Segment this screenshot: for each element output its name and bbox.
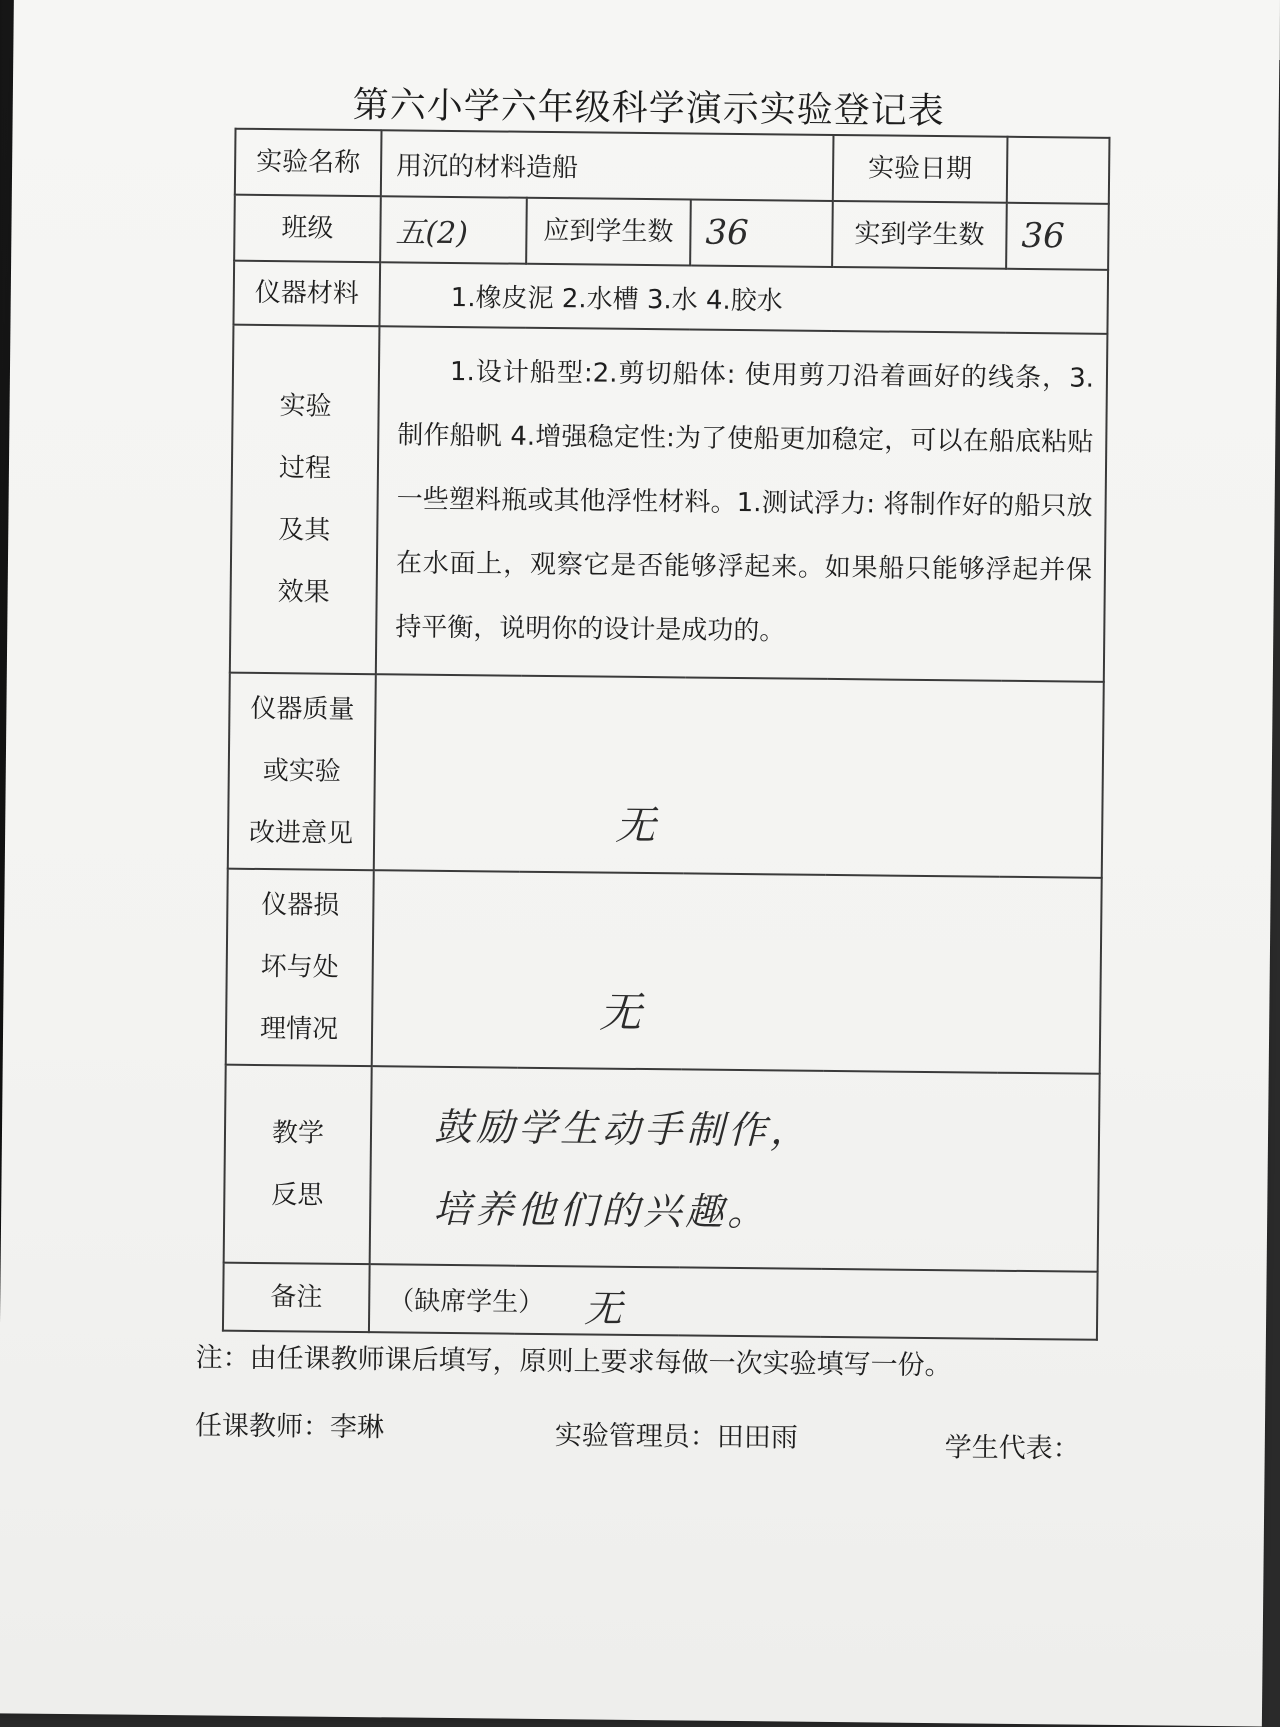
process-label-line: 过程: [278, 453, 332, 484]
remarks-label: 备注: [223, 1263, 370, 1333]
row-process: [230, 325, 1108, 682]
reflection-label: [224, 1065, 372, 1265]
admin-signature: 实验管理员：田田雨: [554, 1420, 799, 1454]
process-label-line: 效果: [277, 577, 330, 608]
class-value[interactable]: 五(2): [380, 196, 527, 264]
reflection-line-1: 鼓励学生动手制作，: [433, 1104, 813, 1153]
row-remarks: [223, 1263, 1098, 1340]
process-label: [230, 325, 380, 675]
damage-label-line: 仪器损: [261, 890, 340, 921]
process-label-line: 实验: [279, 391, 332, 422]
quality-label: [228, 673, 376, 871]
class-label: 班级: [234, 195, 381, 263]
reflection-label-line: 教学: [271, 1118, 325, 1149]
process-text[interactable]: 1.设计船型:2.剪切船体: 使用剪刀沿着画好的线条，3.制作船帆 4.增强稳定性:为了使船更加稳定，可以在船底粘贴一些塑料瓶或其他浮性材料。1.测试浮力: 将制作好的船只放在水面上，观察它是否能够浮起来。如果船只能够浮起并保持平衡，说明你的设计是成功的。: [376, 326, 1108, 682]
footnote: 注：由任课教师课后填写，原则上要求每做一次实验填写一份。: [195, 1342, 952, 1382]
row-quality: [228, 673, 1104, 878]
expected-students-value[interactable]: 36: [690, 199, 833, 266]
experiment-name-label: 实验名称: [235, 129, 382, 197]
record-table: [222, 128, 1111, 1341]
quality-value: 无: [615, 802, 656, 850]
materials-label: 仪器材料: [233, 261, 380, 327]
process-label-line: 及其: [278, 515, 331, 546]
materials-value[interactable]: 1.橡皮泥 2.水槽 3.水 4.胶水: [379, 262, 1108, 334]
damage-label-line: 理情况: [259, 1014, 339, 1045]
remarks-value: 无: [583, 1286, 623, 1331]
experiment-date-value[interactable]: [1007, 137, 1110, 204]
experiment-name-value[interactable]: 用沉的材料造船: [381, 130, 834, 201]
damage-label-line: 坏与处: [260, 952, 339, 983]
row-name-date: [235, 129, 1110, 204]
remarks-prefix: （缺席学生）: [388, 1285, 545, 1318]
actual-students-value[interactable]: 36: [1006, 203, 1109, 270]
experiment-date-label: 实验日期: [833, 135, 1008, 203]
teacher-signature: 任课教师：李琳: [194, 1410, 385, 1444]
row-damage: [226, 869, 1102, 1074]
student-signature: 学生代表：: [944, 1432, 1080, 1465]
quality-label-line: 改进意见: [248, 817, 354, 849]
actual-students-label: 实到学生数: [832, 201, 1007, 269]
quality-label-line: 或实验: [262, 756, 341, 787]
quality-label-line: 仪器质量: [250, 693, 355, 725]
damage-label: [226, 869, 374, 1067]
row-materials: [233, 261, 1108, 334]
row-reflection: [224, 1065, 1100, 1272]
remarks-value-cell[interactable]: [369, 1264, 1098, 1340]
damage-value-cell[interactable]: [372, 870, 1102, 1074]
reflection-label-line: 反思: [271, 1180, 324, 1211]
row-class-counts: [234, 195, 1109, 270]
reflection-line-2: 培养他们的兴趣。: [432, 1186, 770, 1235]
damage-value: 无: [599, 987, 642, 1037]
expected-students-label: 应到学生数: [526, 198, 691, 266]
form-title: 第六小学六年级科学演示实验登记表: [352, 84, 945, 133]
reflection-value-cell[interactable]: [370, 1066, 1100, 1272]
quality-value-cell[interactable]: [374, 674, 1104, 878]
